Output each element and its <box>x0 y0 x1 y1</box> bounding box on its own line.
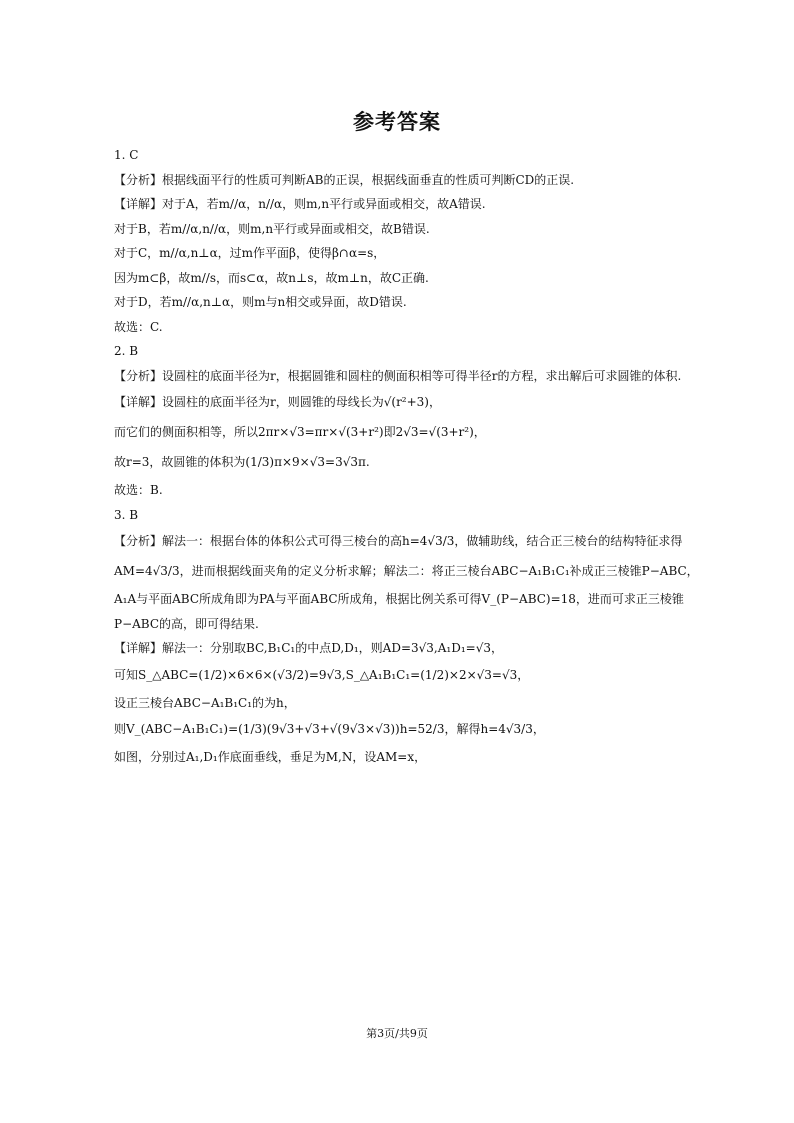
question-2-analysis: 【分析】设圆柱的底面半径为r，根据圆锥和圆柱的侧面积相等可得半径r的方程，求出解后可求圆锥的体积. <box>114 368 682 383</box>
page-title: 参考答案 <box>353 110 441 134</box>
question-1-analysis: 【分析】根据线面平行的性质可判断AB的正误，根据线面垂直的性质可判断CD的正误. <box>114 172 575 187</box>
question-1-detail-c-reason: 因为m⊂β，故m//s，而s⊂α，故n⊥s，故m⊥n，故C正确. <box>114 270 429 285</box>
question-3-detail-3: 设正三棱台ABC−A₁B₁C₁的为h， <box>114 695 296 710</box>
question-1-answer: 1. C <box>114 148 139 162</box>
question-1-detail-b: 对于B，若m//α,n//α，则m,n平行或异面或相交，故B错误. <box>114 221 430 236</box>
question-1-detail-d: 对于D，若m//α,n⊥α，则m与n相交或异面，故D错误. <box>114 295 407 309</box>
page-number: 第3页/共9页 <box>366 1027 428 1040</box>
question-2-detail-1: 【详解】设圆柱的底面半径为r，则圆锥的母线长为√(r²+3)， <box>114 395 441 409</box>
question-3-analysis-1: 【分析】解法一：根据台体的体积公式可得三棱台的高h=4√3/3，做辅助线，结合正三棱台的结构特征求得 <box>114 534 683 548</box>
question-1-choice: 故选：C. <box>114 319 163 334</box>
question-2-detail-3: 故r=3，故圆锥的体积为(1/3)π×9×√3=3√3π. <box>114 455 370 469</box>
question-3-analysis-4: P−ABC的高，即可得结果. <box>114 616 259 631</box>
question-2-choice: 故选：B. <box>114 483 163 497</box>
question-3-detail-1: 【详解】解法一：分别取BC,B₁C₁的中点D,D₁，则AD=3√3,A₁D₁=√3， <box>114 641 503 655</box>
answer-content <box>114 146 699 773</box>
question-1-detail-c: 对于C，m//α,n⊥α，过m作平面β，使得β∩α=s， <box>114 246 386 260</box>
question-3-analysis-2: AM=4√3/3，进而根据线面夹角的定义分析求解；解法二：将正三棱台ABC−A₁B₁C₁补成正三棱锥P−ABC， <box>114 564 699 578</box>
question-1-detail-a: 【详解】对于A，若m//α，n//α，则m,n平行或异面或相交，故A错误. <box>114 197 486 211</box>
question-3-detail-2: 可知S_△ABC=(1/2)×6×6×(√3/2)=9√3,S_△A₁B₁C₁=(1/2)×2×√3=√3， <box>114 667 530 682</box>
question-3-analysis-3: A₁A与平面ABC所成角即为PA与平面ABC所成角，根据比例关系可得V_(P−ABC)=18，进而可求正三棱锥 <box>114 592 684 606</box>
question-3-answer: 3. B <box>114 507 139 522</box>
question-2-detail-2: 而它们的侧面积相等，所以2πr×√3=πr×√(3+r²)即2√3=√(3+r²)， <box>114 425 486 439</box>
question-3-detail-5: 如图，分别过A₁,D₁作底面垂线，垂足为M,N，设AM=x， <box>114 750 427 764</box>
question-2-answer: 2. B <box>114 344 139 358</box>
question-3-detail-4: 则V_(ABC−A₁B₁C₁)=(1/3)(9√3+√3+√(9√3×√3))h=52/3，解得h=4√3/3， <box>114 722 545 736</box>
